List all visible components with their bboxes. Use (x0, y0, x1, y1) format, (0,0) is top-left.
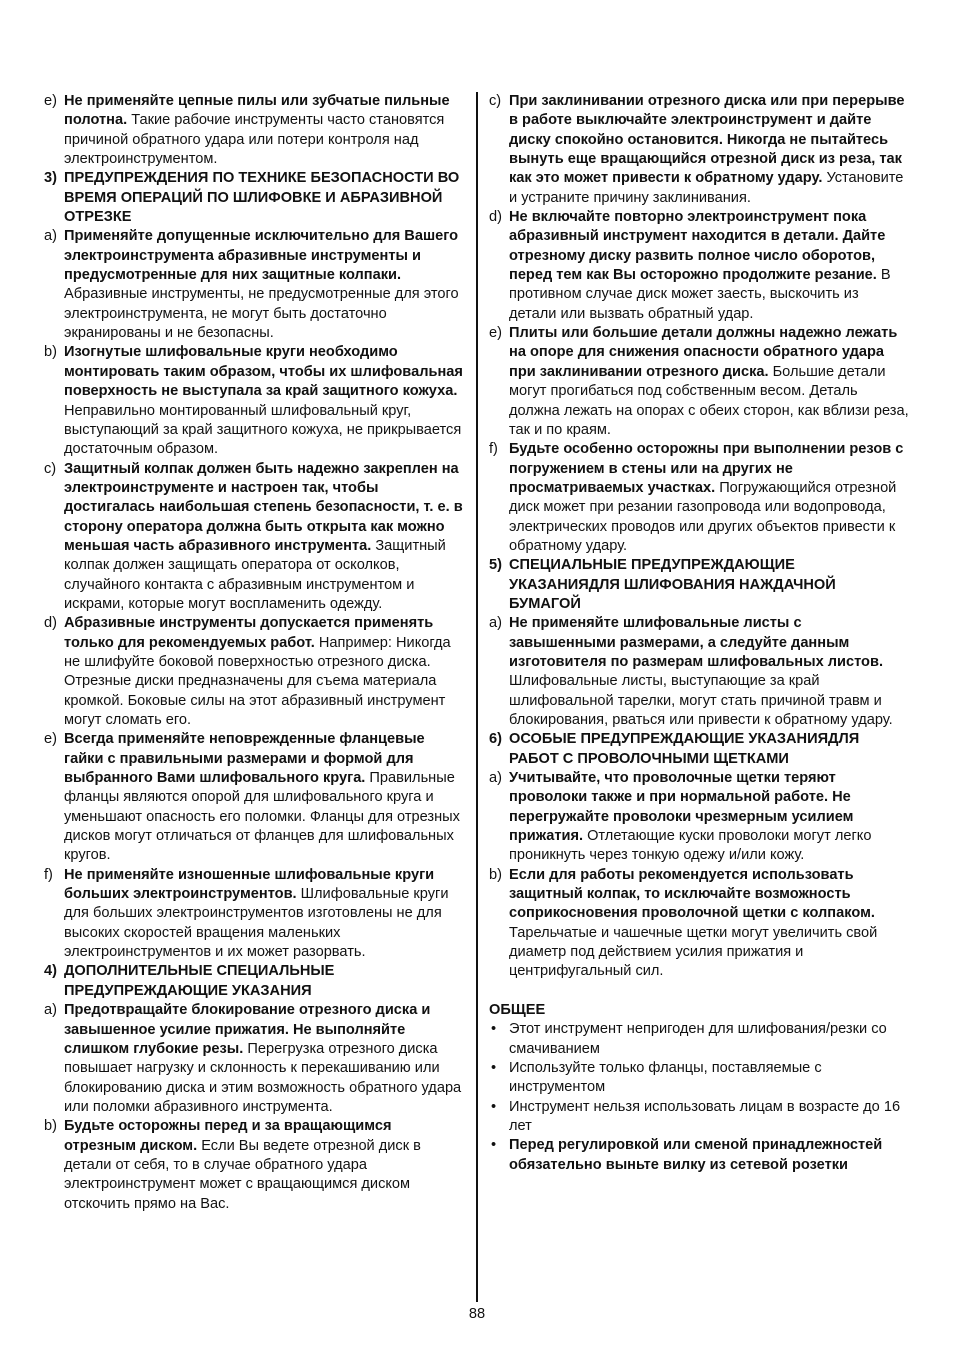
item-letter: e) (44, 731, 57, 748)
item-letter: e) (44, 93, 57, 109)
warning-text: Изогнутые шлифовальные круги необходимо монтировать таким образом, чтобы их шлифовальная поверхность не выступала за край защитного кожуха. (64, 344, 463, 400)
item-letter: d) (489, 209, 502, 226)
warning-text: Перед регулировкой или сменой принадлежностей обязательно выньте вилку из сетевой розетки (509, 1137, 883, 1173)
explanation-text: Используйте только фланцы, поставляемые с инструментом (509, 1059, 822, 1096)
bullet-item (489, 1020, 909, 1059)
list-item (44, 1117, 464, 1214)
explanation-text: Тарельчатые и чашечные щетки могут увеличить свой диаметр под действием усилия прижатия и центрифугальный сил. (509, 924, 878, 980)
explanation-text: Защитный колпак должен защищать оператора от осколков, случайного контакта с абразивным инструментом и искрами, которые могут воспламенить одежду. (64, 537, 446, 612)
explanation-text: Неправильно монтированный шлифовальный круг, выступающий за край защитного кожуха, не прикрывается достаточным образом. (64, 402, 462, 458)
list-item (489, 92, 909, 208)
warning-text: Учитывайте, что проволочные щетки теряют проволоки также и при нормальной работе. Не перегружайте проволоки чрезмерным усилием прижатия. (509, 770, 854, 845)
column-divider (476, 92, 478, 1302)
spacer (489, 982, 909, 1001)
explanation-text: Перегрузка отрезного диска повышает нагрузку и склонность к перекашиванию или блокированию диска и этим возможность обратного удара или поломки абразивного инструмента. (64, 1040, 462, 1115)
bullet-marker: • (491, 1021, 497, 1038)
warning-text: Защитный колпак должен быть надежно закреплен на электроинструменте и настроен так, чтобы достигалась наибольшая степень безопасности, т. е. в сторону оператора должна быть открыта как можно меньшая часть абразивного инструмента. (64, 460, 463, 554)
item-letter: c) (44, 460, 57, 477)
item-letter: b) (44, 1118, 57, 1135)
item-letter: a) (44, 1002, 57, 1019)
bullet-marker: • (491, 1098, 497, 1115)
warning-text: Абразивные инструменты допускается применять только для рекомендуемых работ. (64, 615, 434, 651)
list-item (44, 227, 464, 343)
section-heading (44, 169, 464, 227)
list-item (44, 730, 464, 865)
item-letter: a) (489, 770, 502, 787)
section-number: 3) (44, 170, 57, 187)
warning-text: Не применяйте изношенные шлифовальные круги больших электроинструментов. (64, 866, 435, 903)
item-letter: a) (489, 615, 502, 632)
explanation-text: Правильные фланцы являются опорой для шлифовального круга и уменьшают опасность его поломки. Фланцы для отрезных дисков могут отличаться от фланцев для шлифовальных кругов. (64, 770, 460, 864)
explanation-text: Установите и устраните причину заклинивания. (509, 170, 904, 206)
item-letter: f) (489, 441, 498, 458)
list-item (489, 614, 909, 730)
warning-text: Будьте особенно осторожны при выполнении резов с погружением в стены или на других не просматриваемых участках. (509, 441, 904, 496)
list-item (44, 92, 464, 169)
explanation-text: Абразивные инструменты, не предусмотренные для этого электроинструмента, не могут быть достаточно экранированы и не безопасны. (64, 286, 459, 342)
explanation-text: Этот инструмент непригоден для шлифования/резки со смачиванием (509, 1021, 887, 1057)
list-item (44, 460, 464, 615)
section-heading-text: ДОПОЛНИТЕЛЬНЫЕ СПЕЦИАЛЬНЫЕ ПРЕДУПРЕЖДАЮЩИЕ УКАЗАНИЯ (64, 963, 335, 999)
bullet-item (489, 1136, 909, 1175)
explanation-text: Такие рабочие инструменты часто становятся причиной обратного удара или потери контроля над электроинструментом. (64, 112, 445, 168)
list-item (489, 440, 909, 556)
warning-text: Всегда применяйте неповрежденные фланцевые гайки с правильными размерами и формой для выбранного Вами шлифовального круга. (64, 731, 425, 787)
item-letter: c) (489, 93, 502, 109)
section-heading-text: ПРЕДУПРЕЖДЕНИЯ ПО ТЕХНИКЕ БЕЗОПАСНОСТИ ВО ВРЕМЯ ОПЕРАЦИЙ ПО ШЛИФОВКЕ И АБРАЗИВНОЙ ОТРЕЗКЕ (64, 170, 460, 226)
list-item (44, 866, 464, 963)
explanation-text: Например: Никогда не шлифуйте боковой поверхностью отрезного диска. Отрезные диски предназначены для съема материала кромкой. Боковые силы на этот абразивный инструмент могут сломать его. (64, 634, 451, 728)
explanation-text: В противном случае диск может заесть, выскочить из детали или вызвать обратный удар. (509, 267, 891, 322)
section-number: 5) (489, 557, 502, 574)
item-letter: d) (44, 615, 57, 632)
bullet-marker: • (491, 1137, 497, 1154)
item-letter: b) (489, 866, 502, 883)
list-item (489, 866, 909, 982)
warning-text: Плиты или большие детали должны надежно лежать на опоре для снижения опасности обратного удара при заклинивании отрезного диска. (509, 325, 898, 380)
left-column (44, 92, 464, 1214)
explanation-text: Погружающийся отрезной диск может при резании газопровода или водопровода, электрических проводов или других объектов привести к обратному удару. (509, 479, 897, 554)
warning-text: Предотвращайте блокирование отрезного диска и завышенное усилие прижатия. Не выполняйте слишком глубокие резы. (64, 1002, 431, 1057)
bullet-marker: • (491, 1059, 497, 1076)
list-item (489, 324, 909, 440)
list-item (44, 614, 464, 730)
right-column (489, 92, 909, 1175)
bullet-item (489, 1059, 909, 1098)
list-item (44, 1001, 464, 1117)
item-letter: b) (44, 344, 57, 361)
explanation-text: Шлифовальные круги для больших электроинструментов изготовлены не для высоких скоростей вращения маленьких электроинструментов и их может разорвать. (64, 886, 449, 961)
warning-text: Не включайте повторно электроинструмент пока абразивный инструмент находится в детали. Дайте отрезному диску развить полное число оборотов, перед тем как Вы осторожно продолжите резание. (509, 209, 886, 284)
section-heading (489, 556, 909, 614)
item-letter: e) (489, 325, 502, 342)
section-heading-text: СПЕЦИАЛЬНЫЕ ПРЕДУПРЕЖДАЮЩИЕ УКАЗАНИЯДЛЯ ШЛИФОВАНИЯ НАЖДАЧНОЙ БУМАГОЙ (509, 557, 836, 612)
list-item (489, 769, 909, 866)
list-item (44, 343, 464, 459)
section-heading: ОБЩЕЕ (489, 1001, 546, 1018)
section-heading-text: ОСОБЫЕ ПРЕДУПРЕЖДАЮЩИЕ УКАЗАНИЯДЛЯ РАБОТ С ПРОВОЛОЧНЫМИ ЩЕТКАМИ (509, 731, 860, 767)
warning-text: Применяйте допущенные исключительно для Вашего электроинструмента абразивные инструменты и предусмотренные для них защитные колпаки. (64, 228, 459, 284)
section-heading (44, 962, 464, 1001)
warning-text: Не применяйте шлифовальные листы с завышенными размерами, а следуйте данным изготовителя по размерам шлифовальных листов. (509, 615, 883, 670)
section-heading (489, 730, 909, 769)
explanation-text: Если Вы ведете отрезной диск в детали от себя, то в случае обратного удара электроинструмент может с вращающимся диском отскочить прямо на Вас. (64, 1137, 421, 1212)
page-number: 88 (468, 1306, 486, 1322)
warning-text: Если для работы рекомендуется использовать защитный колпак, то исключайте возможность соприкосновения проволочной щетки с колпаком. (509, 866, 875, 922)
item-letter: a) (44, 228, 57, 245)
warning-text: Не применяйте цепные пилы или зубчатые пильные полотна. (64, 93, 450, 129)
section-number: 4) (44, 963, 57, 980)
warning-text: При заклинивании отрезного диска или при перерыве в работе выключайте электроинструмент и дайте диску спокойно остановится. Никогда не пытайтесь вынуть еще вращающийся отрезной диск из реза, так как это может привести к обратному удару. (509, 93, 905, 187)
explanation-text: Большие детали могут прогибаться под собственным весом. Деталь должна лежать на опорах с обеих сторон, как вблизи реза, так и по краям. (509, 363, 909, 438)
explanation-text: Шлифовальные листы, выступающие за край шлифовальной тарелки, могут стать причиной травм и блокирования, рваться или привести к обратному удару. (509, 673, 893, 728)
explanation-text: Отлетающие куски проволоки могут легко проникнуть через тонкую одежу и/или кожу. (509, 828, 872, 864)
explanation-text: Инструмент нельзя использовать лицам в возрасте до 16 лет (509, 1098, 901, 1134)
item-letter: f) (44, 866, 53, 883)
bullet-item (489, 1098, 909, 1137)
warning-text: Будьте осторожны перед и за вращающимся отрезным диском. (64, 1118, 392, 1154)
list-item (489, 208, 909, 324)
section-number: 6) (489, 731, 502, 748)
